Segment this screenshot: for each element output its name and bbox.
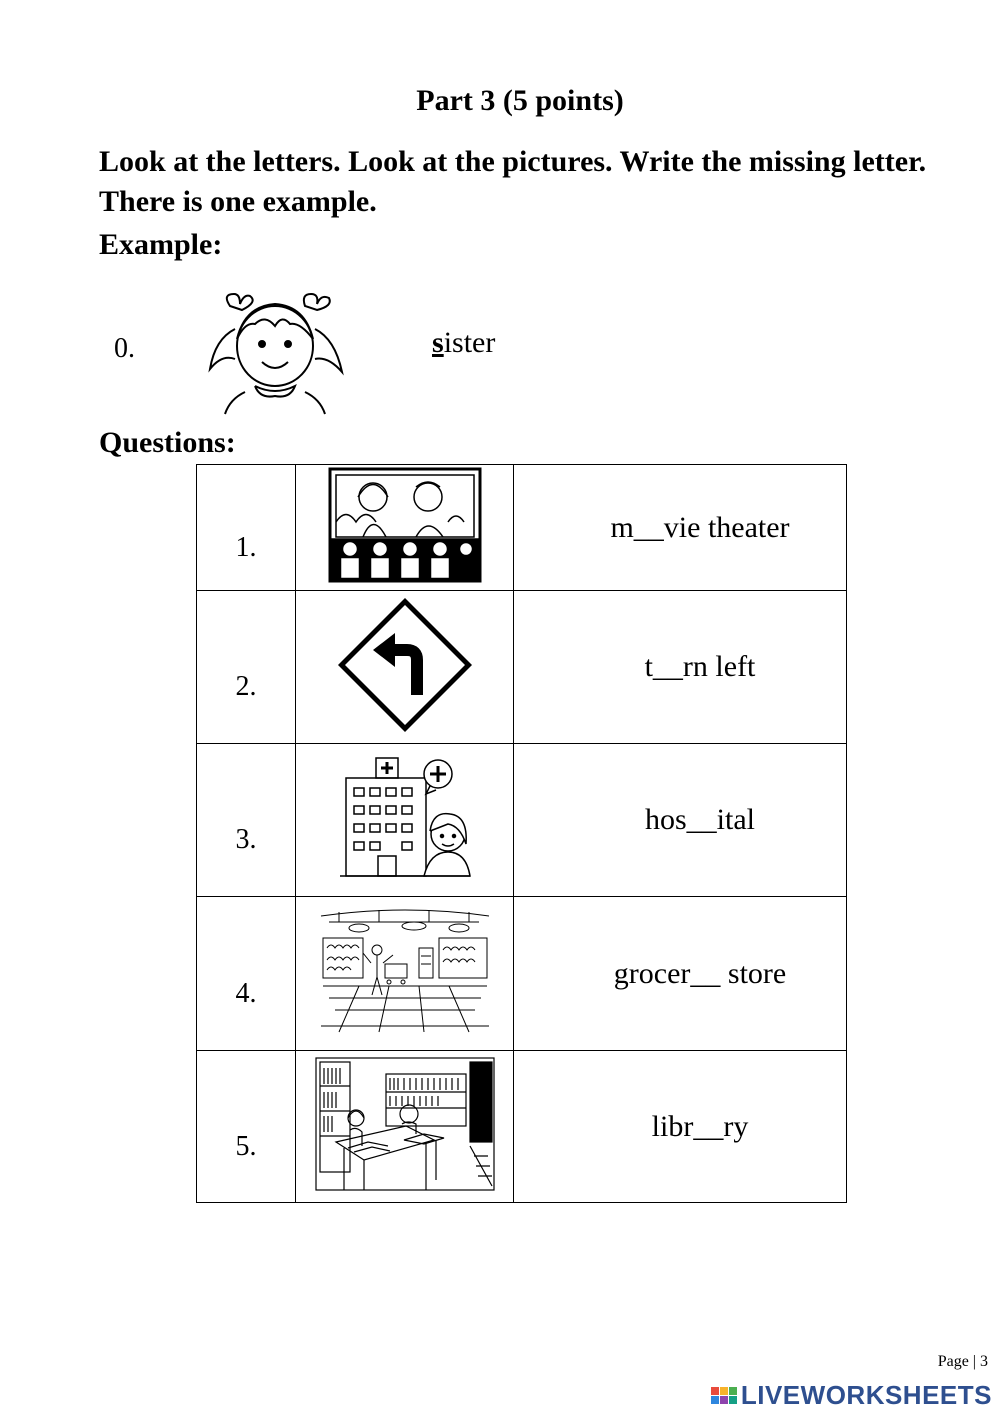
question-word-cell [514, 591, 847, 744]
turn-left-sign-icon [335, 595, 475, 735]
library-icon [314, 1056, 496, 1192]
question-row [197, 1051, 847, 1203]
logo-blocks-icon [711, 1387, 737, 1404]
question-word-cell [514, 465, 847, 591]
question-word: hos__ital [645, 803, 755, 836]
page-title: Part 3 (5 points) [416, 84, 624, 117]
question-picture-cell [296, 1051, 514, 1203]
example-label: Example: [99, 228, 223, 261]
page-number: Page | 3 [937, 1353, 988, 1370]
brand-logo [711, 1380, 992, 1411]
question-number: 4. [235, 977, 257, 1009]
question-picture-cell [296, 744, 514, 897]
question-word-cell [514, 744, 847, 897]
question-row [197, 897, 847, 1051]
example-word [432, 326, 495, 360]
question-number-cell [197, 744, 296, 897]
question-word: grocer__ store [613, 956, 787, 990]
question-number-cell [197, 591, 296, 744]
example-word-rest: ister [443, 326, 496, 359]
movie-theater-icon [328, 467, 482, 583]
brand-name: LIVEWORKSHEETS [740, 1380, 992, 1410]
example-number: 0. [114, 333, 135, 364]
question-word: t__rn left [644, 650, 756, 683]
hospital-icon [338, 756, 472, 880]
questions-label: Questions: [99, 426, 236, 459]
question-picture-cell [296, 465, 514, 591]
question-row [197, 591, 847, 744]
example-answer-letter: s [432, 326, 444, 359]
question-word-cell [514, 897, 847, 1051]
question-picture-cell [296, 897, 514, 1051]
instructions: Look at the letters. Look at the pictures. Write the missing letter. There is one example. [99, 145, 927, 218]
question-number: 2. [235, 671, 257, 702]
question-number: 1. [235, 531, 257, 563]
question-row [197, 744, 847, 897]
question-number: 3. [235, 824, 257, 855]
girl-with-pigtails-icon [200, 284, 350, 416]
question-picture-cell [296, 591, 514, 744]
question-word: m__vie theater [610, 510, 790, 544]
question-number-cell [197, 465, 296, 591]
questions-table [196, 464, 847, 1203]
question-row [197, 465, 847, 591]
question-word: libr__ry [651, 1109, 749, 1143]
question-word-cell [514, 1051, 847, 1203]
question-number-cell [197, 897, 296, 1051]
question-number-cell [197, 1051, 296, 1203]
grocery-store-icon [319, 908, 491, 1034]
question-number: 5. [235, 1130, 257, 1162]
